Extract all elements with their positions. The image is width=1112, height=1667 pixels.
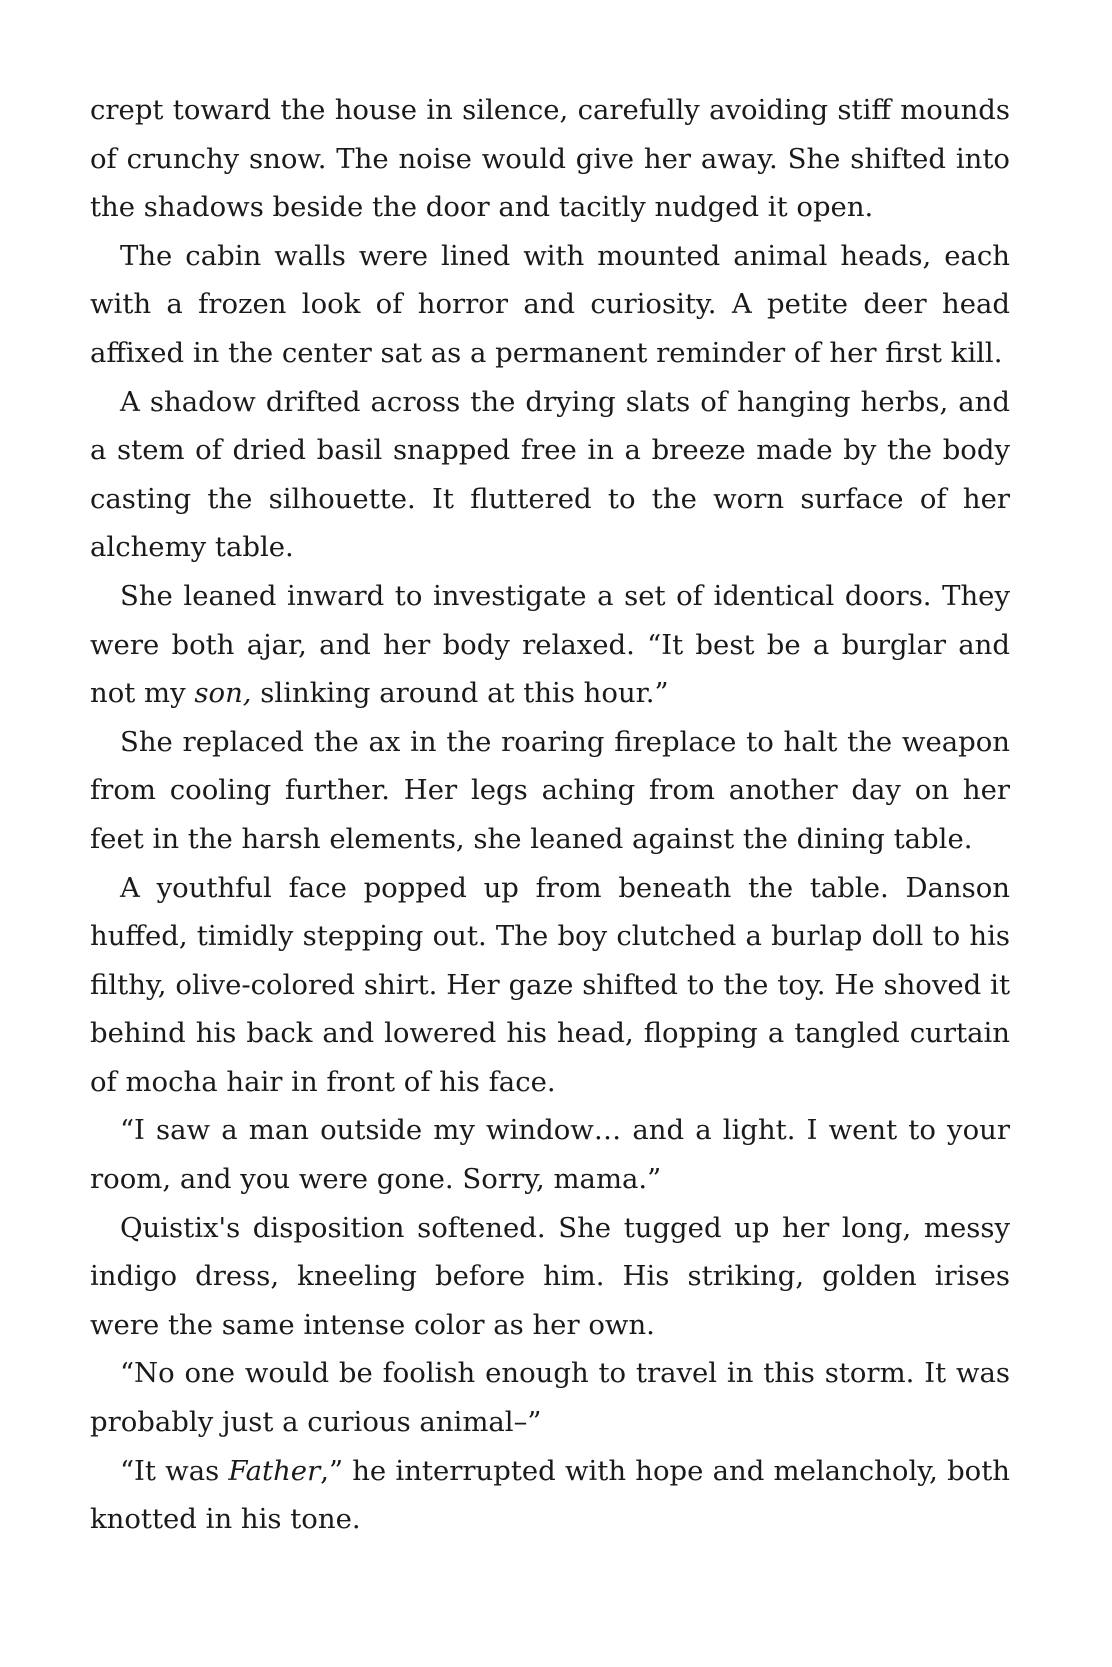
paragraph-7: [90, 1106, 1010, 1203]
paragraph-text: slinking around at this hour.”: [251, 677, 669, 710]
book-page: [90, 86, 1010, 1544]
paragraph-text: She leaned inward to investigate a set of identical doors. They were both ajar, and her body relaxed. “It best be a burglar and not my: [90, 579, 1010, 710]
paragraph-text: A youthful face popped up from beneath the table. Danson huffed, timidly stepping out. The boy clutched a burlap doll to his filthy, olive-colored shirt. Her gaze shifted to the toy. He shoved it behind his back and lowered his head, flopping a tangled curtain of mocha hair in front of his face.: [90, 871, 1010, 1098]
paragraph-10: [90, 1447, 1010, 1544]
paragraph-text: crept toward the house in silence, carefully avoiding stiff mounds of crunchy snow. The noise would give her away. She shifted into the shadows beside the door and tacitly nudged it open.: [90, 94, 1010, 224]
paragraph-9: [90, 1349, 1010, 1446]
paragraph-text: ,” he interrupted with hope and melancholy, both knotted in his tone.: [90, 1454, 1010, 1536]
paragraph-text: The cabin walls were lined with mounted animal heads, each with a frozen look of horror and curiosity. A petite deer head affixed in the center sat as a permanent reminder of her first kill.: [90, 239, 1010, 369]
paragraph-1: [90, 86, 1010, 232]
paragraph-5: [90, 718, 1010, 864]
italic-emphasis: Father: [228, 1454, 321, 1487]
paragraph-2: [90, 232, 1010, 378]
paragraph-6: [90, 864, 1010, 1107]
paragraph-text: She replaced the ax in the roaring fireplace to halt the weapon from cooling further. Her legs aching from another day on her feet in the harsh elements, she leaned against the dining table.: [90, 725, 1010, 855]
paragraph-text: “No one would be foolish enough to travel in this storm. It was probably just a curious animal–”: [90, 1357, 1010, 1439]
paragraph-text: “It was: [120, 1454, 229, 1487]
paragraph-text: A shadow drifted across the drying slats of hanging herbs, and a stem of dried basil snapped free in a breeze made by the body casting the silhouette. It fluttered to the worn surface of her alchemy table.: [90, 385, 1010, 564]
paragraph-3: [90, 378, 1010, 572]
paragraph-text: “I saw a man outside my window… and a light. I went to your room, and you were gone. Sorry, mama.”: [90, 1114, 1010, 1196]
paragraph-8: [90, 1204, 1010, 1350]
paragraph-4: [90, 572, 1010, 718]
paragraph-text: Quistix's disposition softened. She tugged up her long, messy indigo dress, kneeling before him. His striking, golden irises were the same intense color as her own.: [90, 1211, 1010, 1341]
italic-emphasis: son,: [194, 677, 252, 710]
